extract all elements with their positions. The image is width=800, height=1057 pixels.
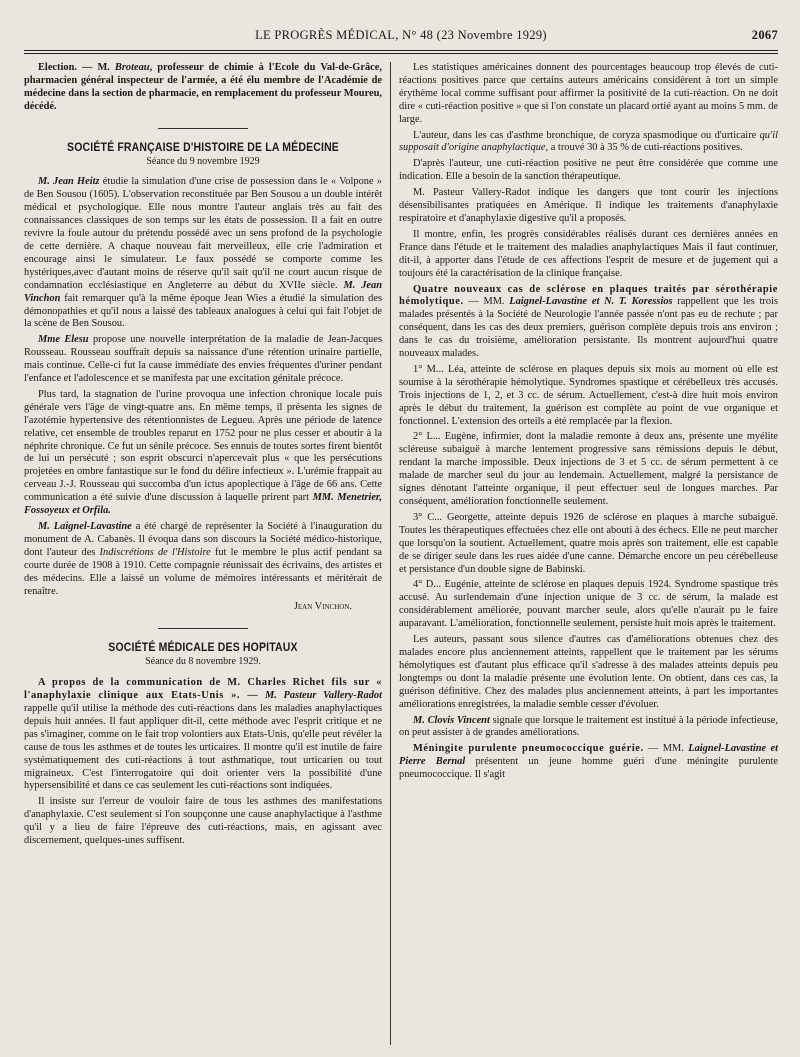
election-notice	[24, 62, 382, 114]
section-separator	[158, 128, 248, 129]
laignel-name: M. Laignel-Lavastine	[38, 521, 132, 532]
page-number: 2067	[751, 28, 778, 42]
cabanes-text-2: fut le membre le plus actif pendant sa courte durée de 1908 à 1910. Cette compagnie réunissait des écrivains, des artistes et des médecins. Elle a laissé un volume de mémoires intéressants et méritérait de renaître.	[24, 546, 382, 597]
vincent-name: M. Clovis Vincent	[413, 714, 490, 726]
discussants-names: MM. Menetrier, Fossoyeux et Orfila.	[24, 492, 382, 517]
cabanes-paragraph	[24, 521, 382, 598]
dangers-paragraph: M. Pasteur Vallery-Radot indique les dangers que tont courir les injections désensibilisantes pratiquées en Amérique. Il indique les traitements d'anaphylaxie respiratoire et d'anaphylaxie digestive qu'il a proposés.	[399, 187, 778, 224]
header-rule	[24, 50, 778, 51]
running-head	[24, 28, 778, 44]
heitz-name: M. Jean Heitz	[38, 176, 100, 188]
meningite-paragraph	[399, 743, 778, 782]
sclerose-text: rappellent que les trois malades présentés à la Société de Neurologie l'année passée n'ont pas eu de rechute ; par conséquent, dans les cas des deux premiers, guérison complète depuis trois ans environ ; dans le cas du troisième, amélioration persistante. Ils montrent aujourd'hui quatre nouveaux malades.	[399, 296, 778, 360]
case-georgette: 3° C... Georgette, atteinte depuis 1926 de sclérose en plaques à marche subaiguë. Toutes les thérapeutiques effectuées chez elle ont abouti à des échecs. Elle ne peut marcher que lorsqu'on la soutient. Actuellement, quatre mois après son traitement, elle est capable de se diriger seule dans les rues aidée d'une canne. Démarche encore un peu cérébelleuse et persistance d'un double signe de Babinski.	[399, 511, 778, 575]
vinchon-text: fait remarquer qu'à la même époque Jean Wies a étudié la simulation des démonopathies et qu'il nous a laissé des tableaux analogues à celui qui fait l'objet de la scène de Ben Sousou.	[24, 292, 382, 330]
right-column	[399, 62, 778, 1049]
sclerose-dash: — MM.	[463, 296, 510, 308]
richet-paragraph	[24, 677, 382, 793]
meningite-text: présentent un jeune homme guéri d'une méningite purulente pneumococcique. Il s'agit	[399, 756, 778, 781]
left-column	[24, 62, 382, 1049]
heitz-text: étudie la simulation d'une crise de possession dans le « Volpone » de Ben Sousou (1605). L'observation reconstituée par Ben Sousou a un double intérêt médical et psychologique. Elle nous montre l'auteur anglais très au fait des connaissances classiques de son temps sur les états de possession. Il a fait en outre revivre la foule autour du prétendu possédé avec un sens profond de la psychologie de cette dernière. A chaque nouveau fait merveilleux, elle crie l'admiration et encourage ainsi le simulateur. Le faux possédé se comporte comme les hystériques,avec d'autant moins de réserve qu'il sait qu'il ne court aucun risque de condamnation ecclésiastique en Angleterre au début du XVIIe siècle.	[24, 176, 382, 291]
election-lead: Election. — M.	[38, 62, 115, 73]
vincent-paragraph	[399, 715, 778, 741]
section-title-histoire: SOCIÉTÉ FRANÇAISE D'HISTOIRE DE LA MÉDECINE	[67, 139, 339, 154]
section-title-hopitaux: SOCIÉTÉ MÉDICALE DES HOPITAUX	[108, 640, 298, 655]
indiscretions-title: Indiscrétions de l'Histoire	[99, 546, 211, 558]
meningite-dash: — MM.	[643, 743, 689, 755]
sclerose-lead: Quatre nouveaux cas de sclérose en plaques traités par sérothérapie hémolytique.	[399, 283, 778, 308]
coryza-text: L'auteur, dans les cas d'asthme bronchique, de coryza spasmodique ou d'urticaire	[413, 129, 760, 141]
coryza-italic: qu'il supposait d'origine anaphylactique	[399, 129, 778, 154]
vinchon-name: M. Jean Vinchon	[24, 279, 382, 304]
coryza-text-2: , a trouvé 30 à 35 % de cuti-réactions positives.	[545, 142, 743, 154]
richet-lead: A propos de la communication de M. Charles Richet fils sur « l'anaphylaxie clinique aux Etats-Unis ». —	[24, 677, 382, 702]
asthme-paragraph: Il insiste sur l'erreur de vouloir faire de tous les asthmes des manifestations d'anaphylaxie. C'est seulement si l'on soupçonne une cause anaphylactique à l'asthme qu'il y a lieu de faire l'épreuve des cuti-réactions, mais, en agissant avec discernement, quelques-unes suffisent.	[24, 796, 382, 847]
header-rule-thin	[24, 53, 778, 54]
case-eugenie: 4° D... Eugénie, atteinte de sclérose en plaques depuis 1924. Syndrome spastique très accusé. Au surlendemain d'une injection unique de 3 cc. de sérum, la malade est considérablement améliorée, pouvant marcher seule, alors qu'elle n'aurait pu le faire auparavant. L'amélioration, fonctionnelle seulement, persiste huit mois après le traitement.	[399, 579, 778, 630]
coryza-paragraph	[399, 130, 778, 156]
section-separator-2	[158, 628, 248, 629]
elesu-name: Mme Elesu	[38, 334, 89, 346]
progres-paragraph: Il montre, enfin, les progrès considérables réalisés durant ces dernières années en France dans l'étude et le traitement des maladies anaphylactiques Mais il faut continuer, dit-il, à apporter dans l'étude de ces affections l'esprit de mesure et de jugement qui a toujours été la caractérisation de la clinique française.	[399, 228, 778, 279]
vincent-text: signale que lorsque le traitement est institué à la période infectieuse, on peut assister à de grandes améliorations.	[399, 714, 778, 739]
signature: Jean Vinchon.	[293, 601, 352, 613]
case-eugene: 2° L... Eugène, infirmier, dont la maladie remonte à deux ans, présente une myélite scléreuse subaiguë à marche lentement progressive sans rémissions depuis le début, rendant la marche impossible. Deux injections de 3 et 5 cc. de sérum permettent à ce malade de marcher seul du jour au lendemain. Actuellement, malgré la persistance de signes dénotant l'atteinte organique, il peut effectuer seul de longues marches. Par conséquent, amélioration fonctionnelle seulement.	[399, 431, 778, 507]
statistiques-paragraph: Les statistiques américaines donnent des pourcentages beaucoup trop élevés de cuti-réactions positives parce que certains auteurs américains considèrent à tort un simple érythème local comme suffisant pour affirmer la positivité de la cuti-réaction. On ne doit dire « cuti-réaction positive » que si l'on constate un placard ortié ayant au moins 5 mm. de large.	[399, 62, 778, 125]
seance-date-hopitaux: Séance du 8 novembre 1929.	[145, 656, 261, 668]
elesu-paragraph	[24, 334, 382, 386]
rousseau-paragraph	[24, 389, 382, 518]
meningite-authors: Laignel-Lavastine et Pierre Bernal	[399, 743, 778, 768]
elesu-text: propose une nouvelle interprétation de la maladie de Jean-Jacques Rousseau. Rousseau souffrait depuis sa naissance d'une rétention urinaire partielle, mais continue. Celle-ci fut la cause immédiate des envies fréquentes d'uriner pendant l'enfance et l'adolescence et se manifesta par une excitation génitale précoce.	[24, 334, 382, 385]
election-text: , professeur de chimie à l'École du Val-de-Grâce, pharmacien général inspecteur de l'armée, a été élu membre de l'Académie de médecine dans la section de pharmacie, en remplacement du professeur Moureu, décédé.	[24, 62, 382, 112]
rousseau-text: Plus tard, la stagnation de l'urine provoqua une infection chronique locale puis générale vers l'âge de vingt-quatre ans. En même temps, il présenta les signes de l'azotémie hypertensive des rétentionnistes de Legueu. Après une période de latence relative, cet ensemble de troubles reparut en 1752 pour ne plus cesser et aboutir à la néphrite chronique. Ce fut un sénile précoce. Ses ennuis de toutes sortes firent bientôt de lui un persécuté ; son esprit obscurci n'apercevait plus « que les persécutions projetées en ombre fantastique sur le fond du délire infectieux ». L'urémie frappait au cerveau J.-J. Rousseau qui succomba d'un ictus apoplectique à l'âge de 66 ans. Cette communication a été suivie d'une discussion à laquelle prirent part	[24, 388, 382, 504]
journal-title: LE PROGRÈS MÉDICAL, N° 48 (23 Novembre 1929)	[255, 28, 547, 42]
seance-date-histoire: Séance du 9 novembre 1929	[146, 155, 260, 167]
column-divider	[390, 62, 391, 1045]
vallery-radot-name: M. Pasteur Vallery-Radot	[258, 690, 382, 702]
richet-text: rappelle qu'il utilise la méthode des cuti-réactions dans les maladies anaphylactiques depuis huit années. Il faut appliquer dit-il, cette méthode avec l'esprit critique et ne pas s'imaginer, comme on le fait trop volontiers aux Etats-Unis, qu'elle peut révéler la cause de tous les asthmes et de toutes les urticaires. Il montre qu'il est inutile de faire systématiquement des cuti-réactions à tout asthmatique, tout urticarien ou tout migraineux. C'est l'interrogatoire qui doit orienter vers la possibilité d'une hypersensibilité et dans ce cas seulement les cuti-réactions sont indiquées.	[24, 702, 382, 792]
meningite-lead: Méningite purulente pneumococcique guérie.	[413, 743, 644, 755]
sclerose-paragraph	[399, 284, 778, 361]
heitz-paragraph	[24, 176, 382, 331]
conclusion-paragraph: Les auteurs, passant sous silence d'autres cas d'améliorations obtenues chez des malades encore plus anciennement atteints, rappellent que le traitement par les sérums hémolytiques est d'autant plus efficace qu'il s'adresse à des malades atteints depuis peu longtemps ou dont la maladie présente une évolution lente. On obtient, dans ces cas, la guérison définitive. Chez des malades plus anciennement atteints, à part les importantes améliorations enregistrées, la maladie semble cesser d'évoluer.	[399, 634, 778, 710]
sanction-paragraph: D'après l'auteur, une cuti-réaction positive ne peut être considérée que comme une indication. Elle a besoin de la sanction thérapeutique.	[399, 158, 778, 183]
election-name: Broteau	[114, 62, 150, 73]
cabanes-text: a été chargé de représenter la Société à l'inauguration du monument de A. Cabanès. Il évoqua dans son discours la Société médico-historique, dont l'auteur des	[24, 521, 382, 558]
case-lea: 1° M... Léa, atteinte de sclérose en plaques depuis six mois au moment où elle est soumise à la sérothérapie hémolytique. Syndromes spastique et cérébelleux très accusés. Trois injections de 1, 2, et 3 cc. de sérum. Actuellement, c'est-à dire huit mois environ après le début du traitement, la guérison est complète au point de vue organique et fonctionnel. L'extension des orteils a été remplacée par la flexion.	[399, 363, 778, 427]
sclerose-authors: Laignel-Lavastine et N. T. Koressios	[509, 296, 673, 308]
